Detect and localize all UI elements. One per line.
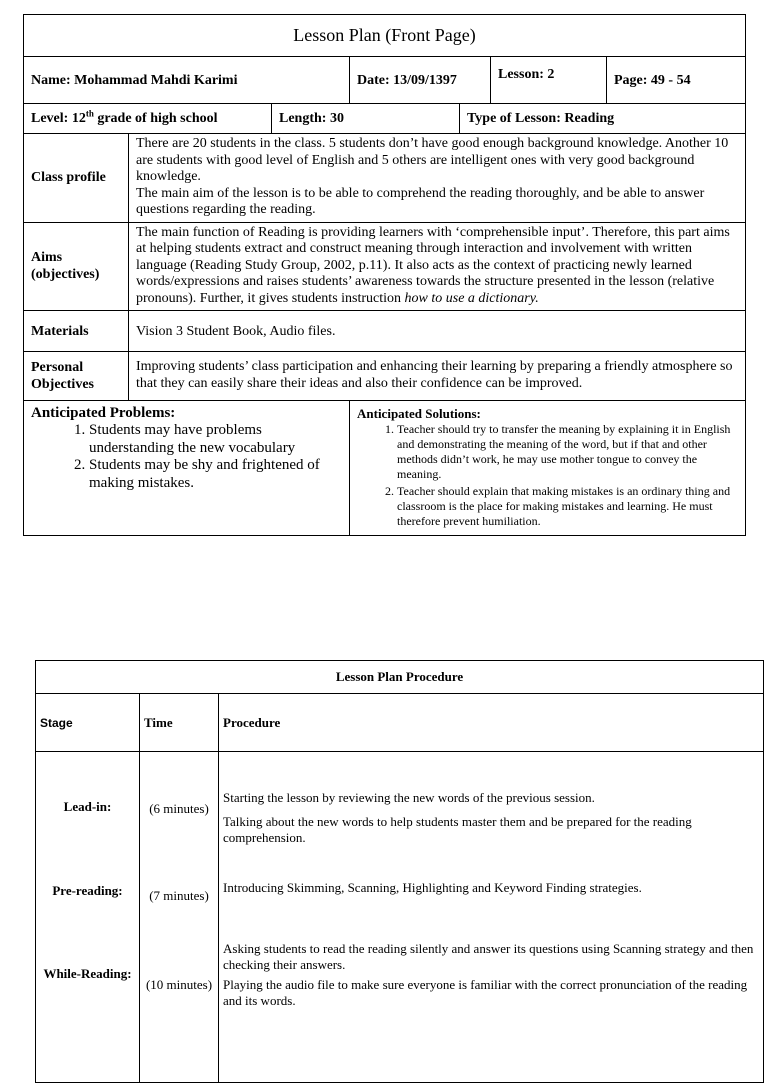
materials-label: Materials (24, 311, 129, 352)
materials-text: Vision 3 Student Book, Audio files. (129, 311, 746, 352)
anticipated-problems-heading: Anticipated Problems: (31, 405, 176, 421)
front-page-title: Lesson Plan (Front Page) (24, 15, 746, 57)
procedure-while-reading-2: Playing the audio file to make sure everyone is familiar with the correct pronunciation of the reading and its words. (223, 977, 748, 1008)
grade-level-prefix: Level: 12 (31, 111, 86, 126)
class-profile-label: Class profile (24, 134, 129, 223)
personal-label-line-1: Personal (31, 360, 84, 375)
lesson-plan-procedure-table (35, 660, 764, 1083)
teacher-name: Name: Mohammad Mahdi Karimi (24, 57, 350, 104)
anticipated-solutions-list (357, 422, 738, 529)
personal-label-line-2: Objectives (31, 377, 94, 392)
personal-objectives-text: Improving students’ class participation and enhancing their learning by preparing a friendly atmosphere so that they can easily share their ideas and also their confidence can be improved. (129, 352, 746, 401)
aims-text (129, 222, 746, 311)
procedure-pre-reading-1: Introducing Skimming, Scanning, Highlighting and Keyword Finding strategies. (223, 880, 642, 895)
time-lead-in: (6 minutes) (149, 801, 209, 816)
time-column-header: Time (140, 694, 219, 752)
aims-label-line-2: (objectives) (31, 267, 100, 283)
aims-text-main: The main function of Reading is providing learners with ‘comprehensible input’. Therefore, this part aims at helping students extract and construct meaning through interaction and involvement with written language (Reading Study Group, 2002, p.11). It also acts as the context of practicing newly learned words/expressions and raises students’ awareness towards the structure presented in the lesson (relative pronouns). Further, it gives students instruction (136, 224, 730, 306)
stage-column (36, 752, 140, 1083)
problem-item: 1. Students may have problems understanding the new vocabulary (89, 422, 342, 457)
stage-lead-in: Lead-in: (63, 799, 112, 814)
class-profile-text (129, 134, 746, 223)
lesson-plan-front-table (23, 14, 746, 536)
procedure-column-header: Procedure (219, 694, 764, 752)
grade-level (24, 104, 272, 134)
procedure-lead-in-1: Starting the lesson by reviewing the new words of the previous session. (223, 790, 595, 805)
anticipated-problems-cell (24, 401, 350, 536)
procedure-column (219, 752, 764, 1083)
anticipated-solutions-heading: Anticipated Solutions: (357, 406, 481, 421)
page-range: Page: 49 - 54 (607, 57, 746, 104)
time-pre-reading: (7 minutes) (149, 888, 209, 903)
time-while-reading: (10 minutes) (145, 977, 213, 992)
grade-level-superscript: th (85, 108, 94, 119)
class-profile-paragraph-2: The main aim of the lesson is to be able to comprehend the reading thoroughly, and be able to answer questions regarding the reading. (136, 185, 705, 217)
anticipated-problems-list (31, 422, 342, 492)
grade-level-suffix: grade of high school (93, 111, 218, 126)
personal-objectives-label (24, 352, 129, 401)
aims-label (24, 222, 129, 311)
solution-item: 1. Teacher should try to transfer the meaning by explaining it in English and demonstrating the meaning of the word, but if that and other methods didn’t work, he may use mother tongue to convey the meaning. (397, 422, 738, 482)
aims-label-line-1: Aims (31, 250, 63, 266)
time-column (140, 752, 219, 1083)
anticipated-solutions-cell (350, 401, 746, 536)
procedure-lead-in-2: Talking about the new words to help students master them and be prepared for the reading comprehension. (223, 814, 692, 845)
stage-pre-reading: Pre-reading: (52, 883, 123, 898)
lesson-date: Date: 13/09/1397 (350, 57, 491, 104)
aims-text-italic: how to use a dictionary. (404, 290, 539, 306)
problem-item: 2. Students may be shy and frightened of making mistakes. (89, 457, 342, 492)
lesson-length: Length: 30 (272, 104, 460, 134)
procedure-title: Lesson Plan Procedure (36, 661, 764, 694)
solution-item: 2. Teacher should explain that making mistakes is an ordinary thing and classroom is the place for making mistakes and learning. He must therefore prevent humiliation. (397, 484, 738, 529)
class-profile-paragraph-1: There are 20 students in the class. 5 students don’t have good enough background knowledge. Another 10 are students with good level of English and 5 others are intelligent ones with very good background knowledge. (136, 136, 729, 184)
lesson-type: Type of Lesson: Reading (460, 104, 746, 134)
stage-while-reading: While-Reading: (43, 966, 132, 981)
stage-column-header: Stage (36, 694, 140, 752)
lesson-number: Lesson: 2 (491, 57, 607, 104)
procedure-while-reading-1: Asking students to read the reading silently and answer its questions using Scanning strategy and then checking their answers. (223, 941, 754, 972)
